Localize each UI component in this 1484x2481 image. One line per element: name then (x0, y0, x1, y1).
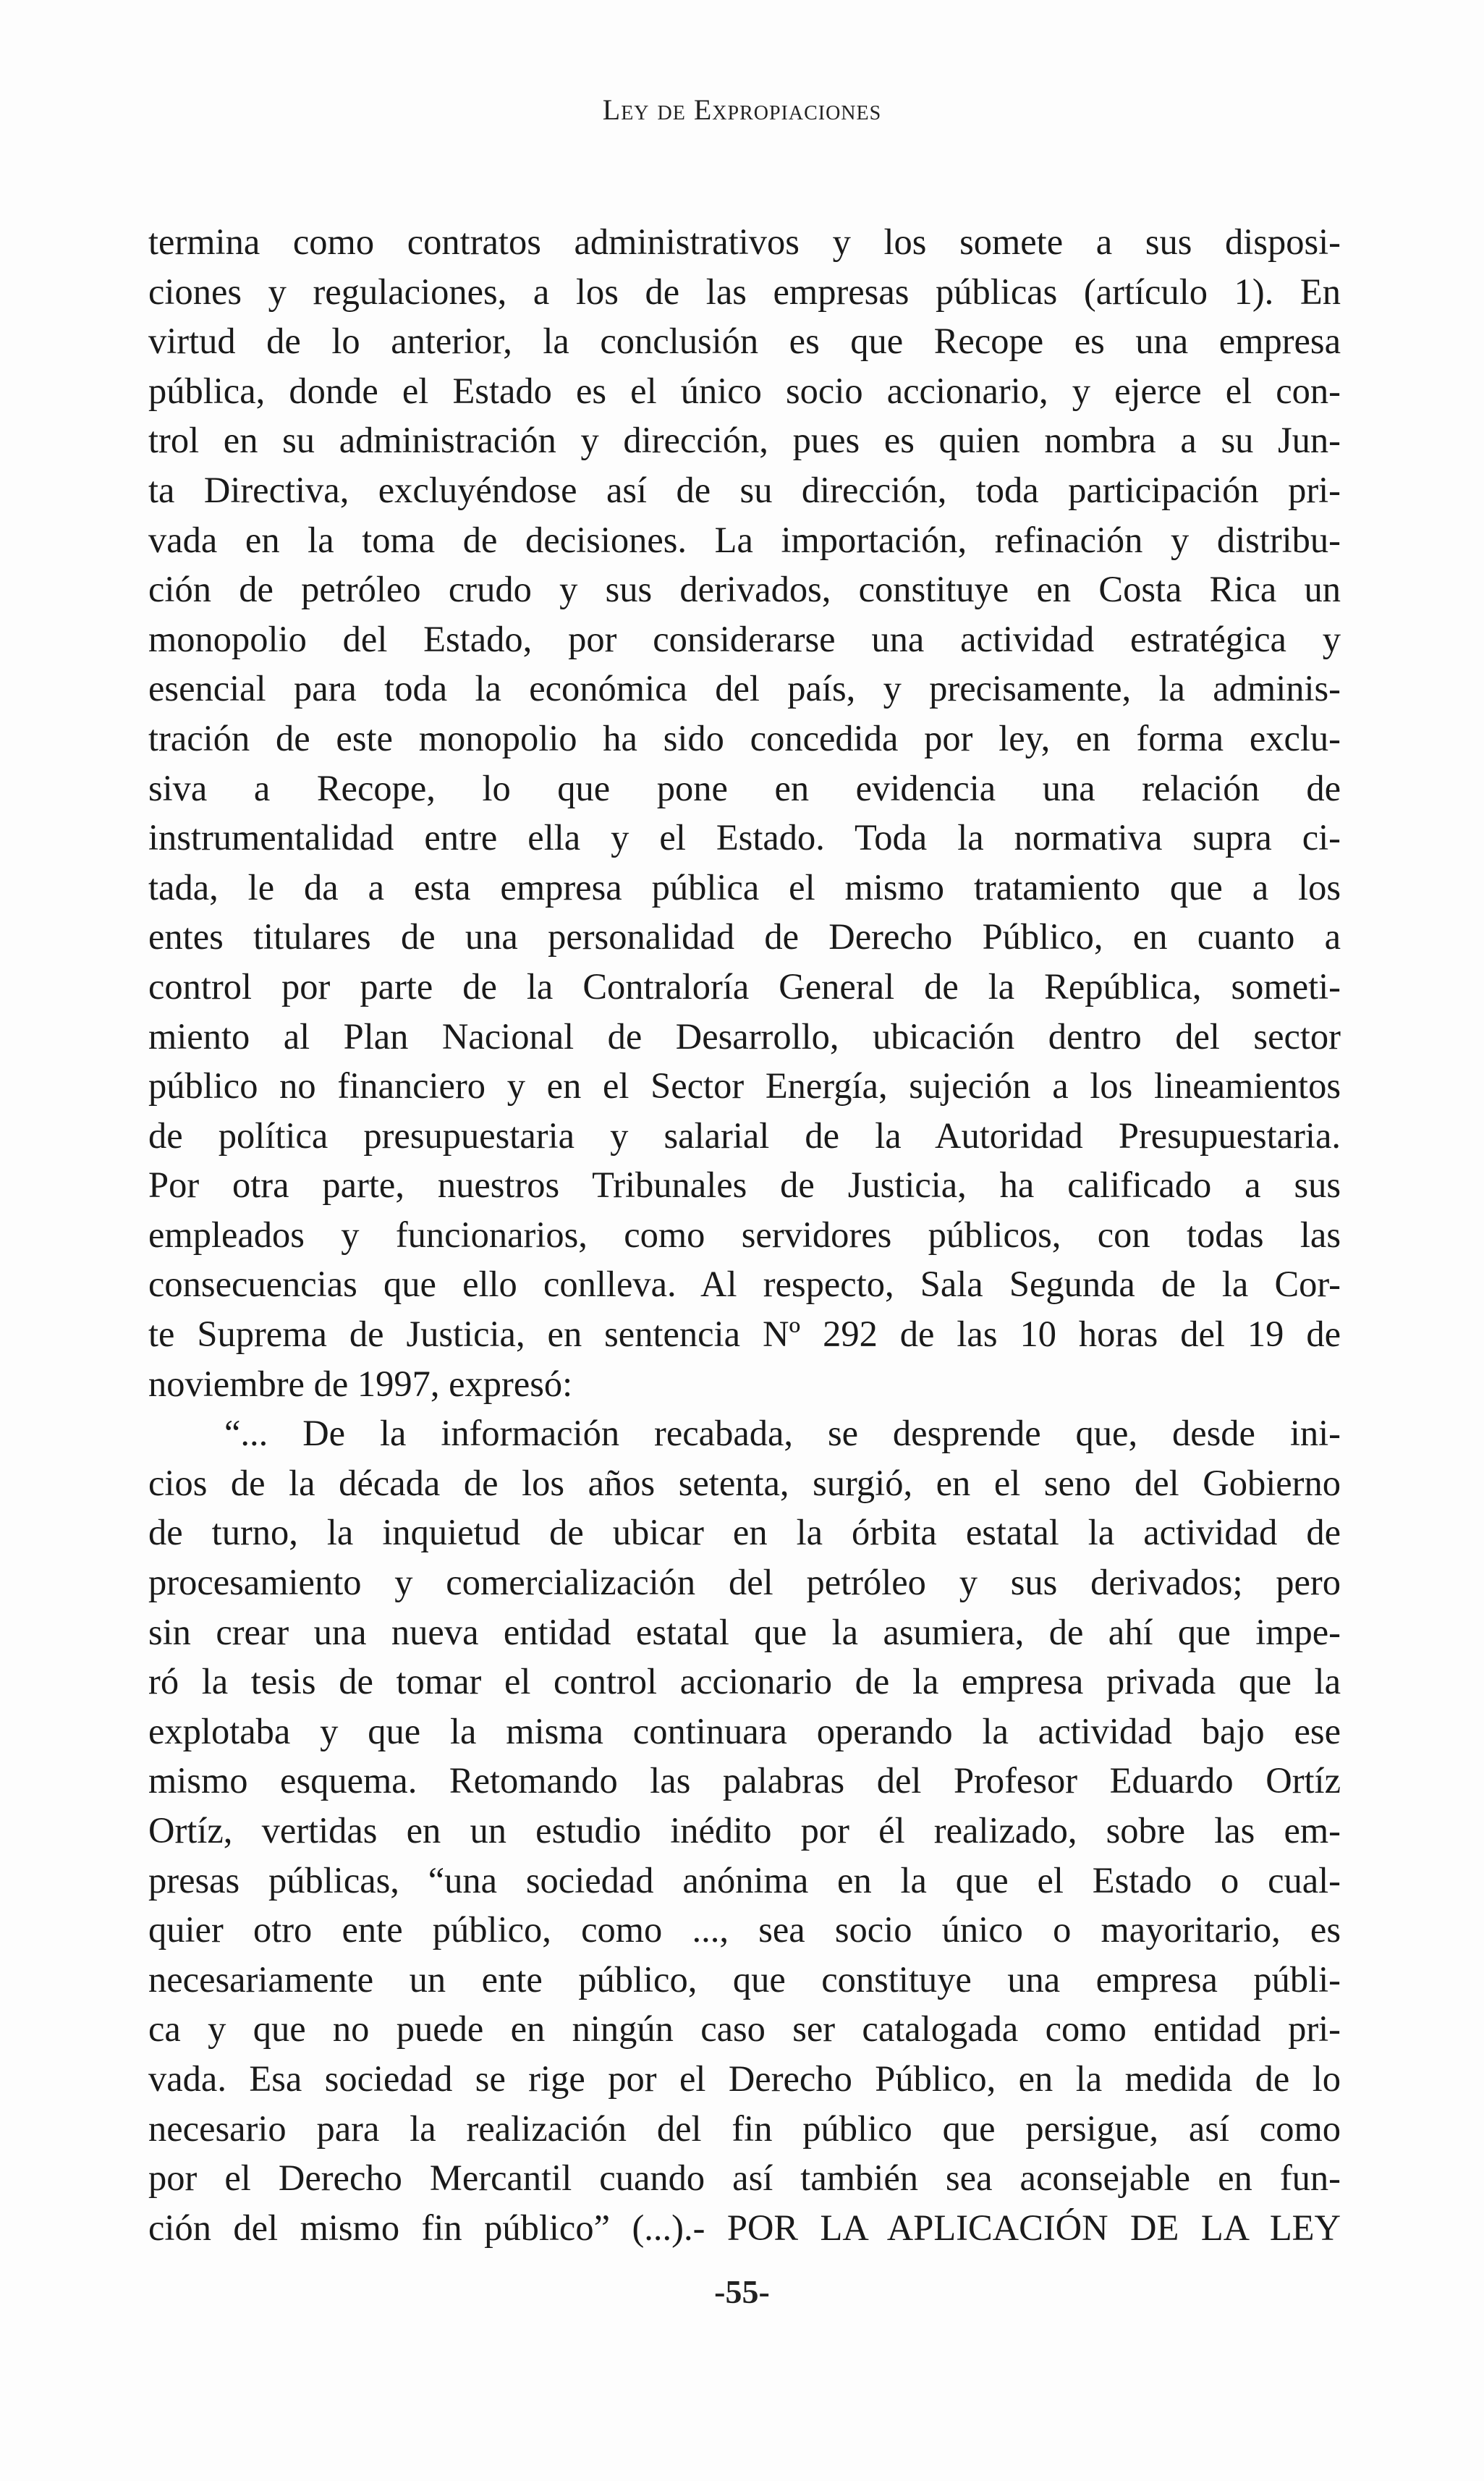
text-line: entes titulares de una personalidad de Derecho Público, en cuanto a (148, 916, 1341, 958)
text-line: control por parte de la Contraloría General de la República, someti- (148, 965, 1341, 1007)
text-line: termina como contratos administrativos y los somete a sus disposi- (148, 221, 1341, 262)
text-line: de turno, la inquietud de ubicar en la órbita estatal la actividad de (148, 1512, 1341, 1553)
text-line: instrumentalidad entre ella y el Estado. Toda la normativa supra ci- (148, 817, 1341, 858)
text-line: empleados y funcionarios, como servidores públicos, con todas las (148, 1214, 1341, 1255)
text-line: presas públicas, “una sociedad anónima en la que el Estado o cual- (148, 1859, 1341, 1901)
text-line: necesario para la realización del fin público que persigue, así como (148, 2108, 1341, 2149)
text-line: tada, le da a esta empresa pública el mismo tratamiento que a los (148, 866, 1341, 908)
page-number: -55- (714, 2273, 770, 2310)
text-line: monopolio del Estado, por considerarse una actividad estratégica y (148, 618, 1341, 659)
text-line: quier otro ente público, como ..., sea socio único o mayoritario, es (148, 1909, 1341, 1950)
text-line: ta Directiva, excluyéndose así de su dirección, toda participación pri- (148, 469, 1341, 510)
text-line: ción del mismo fin público” (...).- POR LA APLICACIÓN DE LA LEY (148, 2207, 1341, 2248)
text-line: ciones y regulaciones, a los de las empresas públicas (artículo 1). En (148, 271, 1341, 312)
text-line: explotaba y que la misma continuara operando la actividad bajo ese (148, 1710, 1341, 1751)
text-line: de política presupuestaria y salarial de la Autoridad Presupuestaria. (148, 1115, 1341, 1156)
body-text (148, 217, 1341, 2252)
text-line: Por otra parte, nuestros Tribunales de Justicia, ha calificado a sus (148, 1165, 1341, 1206)
text-line: pública, donde el Estado es el único socio accionario, y ejerce el con- (148, 370, 1341, 411)
running-head: Ley de Expropiaciones (602, 93, 882, 126)
text-line: ró la tesis de tomar el control accionario de la empresa privada que la (148, 1661, 1341, 1702)
text-line: ca y que no puede en ningún caso ser catalogada como entidad pri- (148, 2008, 1341, 2050)
text-line: mismo esquema. Retomando las palabras del Profesor Eduardo Ortíz (148, 1760, 1341, 1801)
text-line: Ortíz, vertidas en un estudio inédito por él realizado, sobre las em- (148, 1810, 1341, 1851)
text-line: siva a Recope, lo que pone en evidencia una relación de (148, 767, 1341, 808)
text-line: consecuencias que ello conlleva. Al respecto, Sala Segunda de la Cor- (148, 1264, 1341, 1305)
text-line: noviembre de 1997, expresó: (148, 1363, 573, 1404)
text-line: trol en su administración y dirección, pues es quien nombra a su Jun- (148, 420, 1341, 461)
text-line: vada en la toma de decisiones. La importación, refinación y distribu- (148, 519, 1341, 560)
text-line: virtud de lo anterior, la conclusión es que Recope es una empresa (148, 321, 1341, 362)
text-line: esencial para toda la económica del país, y precisamente, la adminis- (148, 668, 1341, 709)
text-line: ción de petróleo crudo y sus derivados, constituye en Costa Rica un (148, 569, 1341, 610)
text-line: sin crear una nueva entidad estatal que la asumiera, de ahí que impe- (148, 1611, 1341, 1652)
text-line: procesamiento y comercialización del petróleo y sus derivados; pero (148, 1562, 1341, 1603)
text-line: “... De la información recabada, se desprende que, desde ini- (224, 1413, 1341, 1454)
text-line: te Suprema de Justicia, en sentencia Nº 292 de las 10 horas del 19 de (148, 1314, 1341, 1355)
text-line: cios de la década de los años setenta, surgió, en el seno del Gobierno (148, 1462, 1341, 1503)
text-line: miento al Plan Nacional de Desarrollo, ubicación dentro del sector (148, 1015, 1341, 1057)
text-line: tración de este monopolio ha sido concedida por ley, en forma exclu- (148, 717, 1341, 758)
text-line: vada. Esa sociedad se rige por el Derecho Público, en la medida de lo (148, 2058, 1341, 2099)
text-line: por el Derecho Mercantil cuando así también sea aconsejable en fun- (148, 2157, 1341, 2199)
text-line: público no financiero y en el Sector Energía, sujeción a los lineamientos (148, 1065, 1341, 1107)
text-line: necesariamente un ente público, que constituye una empresa públi- (148, 1958, 1341, 2000)
